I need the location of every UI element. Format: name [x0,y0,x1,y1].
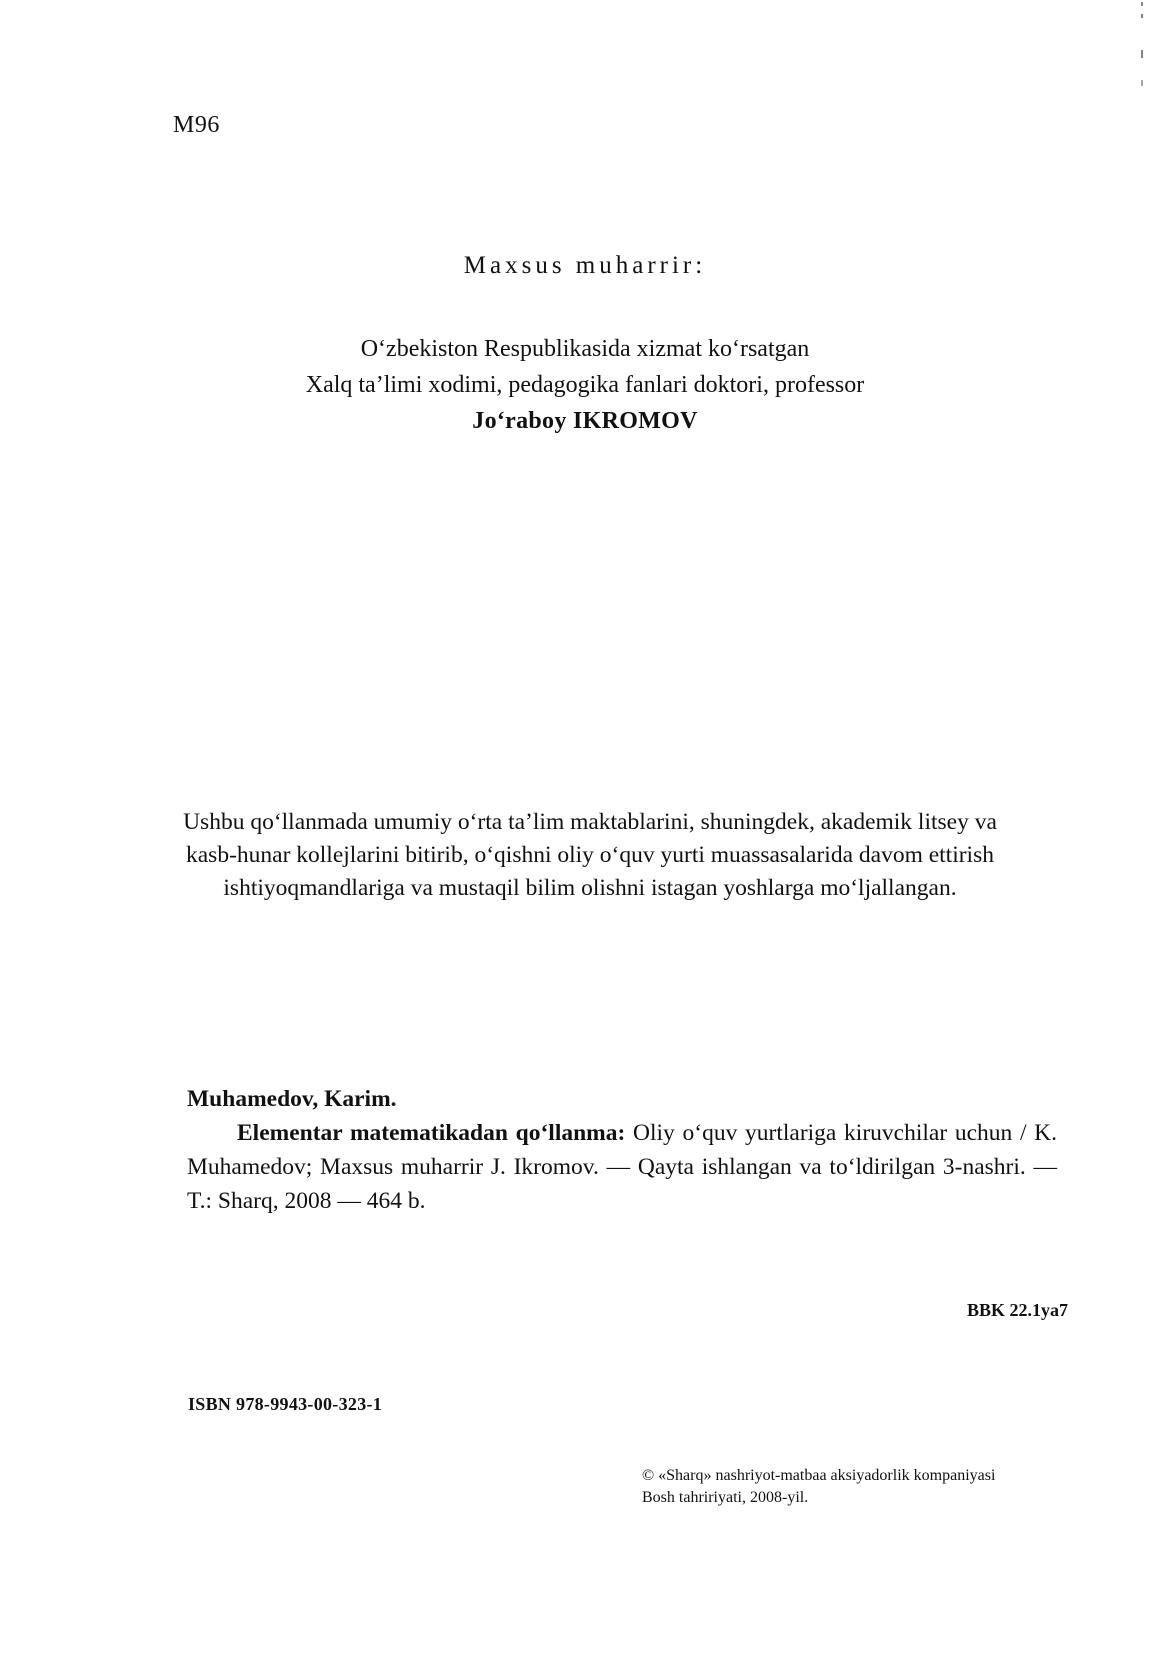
isbn: ISBN 978-9943-00-323-1 [188,1394,383,1414]
scan-edge-marks [1138,0,1146,110]
copyright-line-2: Bosh tahririyati, 2008-yil. [642,1489,809,1506]
bbk-code: BBK 22.1ya7 [966,1300,1068,1320]
classification-code: M96 [173,112,220,138]
bib-author: Muhamedov, Karim. [187,1086,397,1112]
editor-title-line-1: O‘zbekiston Respublikasida xizmat ko‘rsatgan [360,336,810,362]
bibliographic-record [187,1082,1057,1218]
editor-title-line-2: Xalq ta’limi xodimi, pedagogika fanlari doktori, professor [305,372,865,398]
bib-description: Oliy o‘quv yurtlariga kiruvchilar uchun / K. Muhamedov; Maxsus muharrir J. Ikromov. — Qayta ishlangan va to‘ldirilgan 3-nashri. — T.: Sharq, 2008 — 464 b. [187,1120,1058,1214]
bib-body [187,1116,1057,1218]
copyright-line-1: © «Sharq» nashriyot-matbaa aksiyadorlik kompaniyasi [642,1467,996,1484]
copyright-notice [642,1465,995,1509]
special-editor-heading: Maxsus muharrir: [463,252,707,279]
book-annotation: Ushbu qo‘llanmada umumiy o‘rta ta’lim maktablarini, shuningdek, akademik litsey va kasb-hunar kollejlarini bitirib, o‘qishni oliy o‘quv yurti muassasalarida davom ettirish ishtiyoqmandlariga va mustaqil bilim olishni istagan yoshlarga mo‘ljallangan. [183,809,997,901]
bib-title: Elementar matematikadan qo‘llanma: [237,1120,626,1146]
editor-name: Jo‘raboy IKROMOV [472,408,698,434]
